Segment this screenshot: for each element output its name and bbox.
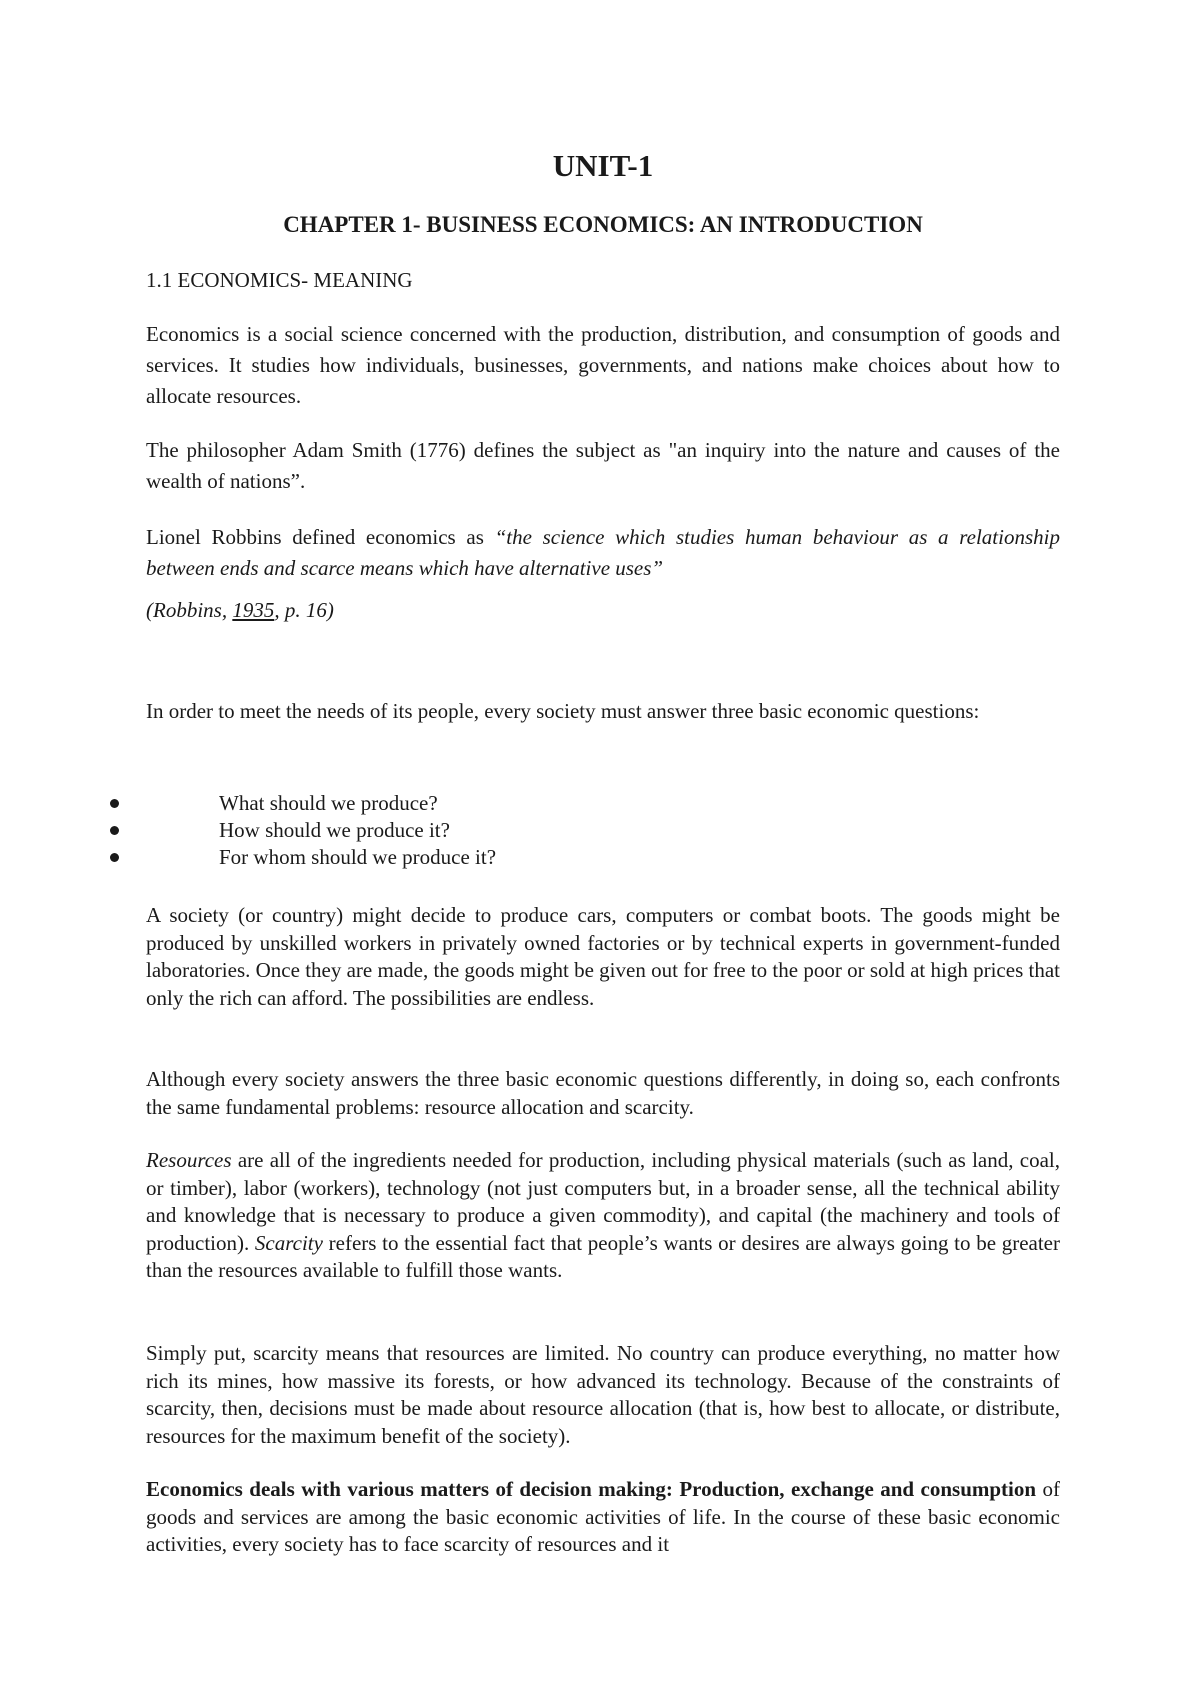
paragraph-adam-smith: The philosopher Adam Smith (1776) defines the subject as "an inquiry into the nature and causes of the wealth of nations”.	[146, 438, 1060, 493]
resources-text: are all of the ingredients needed for production, including physical materials (such as land, coal, or timber), labor (workers), technology (not just computers but, in a broader sense, all the technical ability and knowledge that is necessary to produce a given commodity), and capital (the machinery and tools of production).	[146, 1148, 1060, 1255]
list-item-text: How should we produce it?	[219, 818, 450, 842]
list-item-text: For whom should we produce it?	[219, 845, 497, 869]
paragraph-fundamental-problems: Although every society answers the three basic economic questions differently, in doing so, each confronts the same fundamental problems: resource allocation and scarcity.	[146, 1067, 1060, 1119]
bullet-icon	[110, 853, 119, 862]
citation	[146, 595, 1060, 626]
bullet-icon	[110, 826, 119, 835]
citation-close: , p. 16)	[274, 598, 334, 622]
paragraph-scarcity-limits: Simply put, scarcity means that resources are limited. No country can produce everything, no matter how rich its mines, how massive its forests, or how advanced its technology. Because of the constraints of scarcity, then, decisions must be made about resource allocation (that is, how best to allocate, or distribute, resources for the maximum benefit of the society).	[146, 1341, 1060, 1448]
paragraph-basic-questions: In order to meet the needs of its people, every society must answer three basic economic questions:	[146, 699, 980, 723]
term-resources: Resources	[146, 1148, 232, 1172]
bullet-icon	[110, 799, 119, 808]
unit-title: UNIT-1	[552, 148, 654, 183]
list-item	[146, 844, 1060, 871]
section-heading: 1.1 ECONOMICS- MEANING	[146, 268, 413, 292]
decision-making-text: of goods and services are among the basic economic activities of life. In the course of these basic economic activities, every society has to face scarcity of resources and it	[146, 1477, 1060, 1556]
decision-making-bold: Economics deals with various matters of decision making: Production, exchange and consumption	[146, 1477, 1037, 1501]
term-scarcity: Scarcity	[254, 1230, 323, 1255]
citation-year-link[interactable]: 1935	[232, 598, 275, 622]
list-item	[146, 790, 1060, 817]
scarcity-text: refers to the essential fact that people’s wants or desires are always going to be greater than the resources available to fulfill those wants.	[146, 1230, 1060, 1282]
paragraph-resources-scarcity	[146, 1147, 1060, 1285]
questions-list	[146, 790, 1060, 871]
robbins-quote: “the science which studies human behaviour as a relationship between ends and scarce means which have alternative uses”	[146, 525, 1060, 580]
paragraph-definition: Economics is a social science concerned with the production, distribution, and consumption of goods and services. It studies how individuals, businesses, governments, and nations make choices about how to allocate resources.	[146, 322, 1060, 408]
robbins-lead: Lionel Robbins defined economics as	[146, 525, 495, 549]
chapter-title: CHAPTER 1- BUSINESS ECONOMICS: AN INTRODUCTION	[283, 212, 923, 237]
paragraph-society-example: A society (or country) might decide to produce cars, computers or combat boots. The goods might be produced by unskilled workers in privately owned factories or by technical experts in government-funded laboratories. Once they are made, the goods might be given out for free to the poor or sold at high prices that only the rich can afford. The possibilities are endless.	[146, 903, 1060, 1010]
list-item	[146, 817, 1060, 844]
paragraph-robbins	[146, 522, 1060, 584]
citation-open: (Robbins,	[146, 598, 233, 622]
paragraph-decision-making	[146, 1476, 1060, 1559]
list-item-text: What should we produce?	[219, 791, 438, 815]
